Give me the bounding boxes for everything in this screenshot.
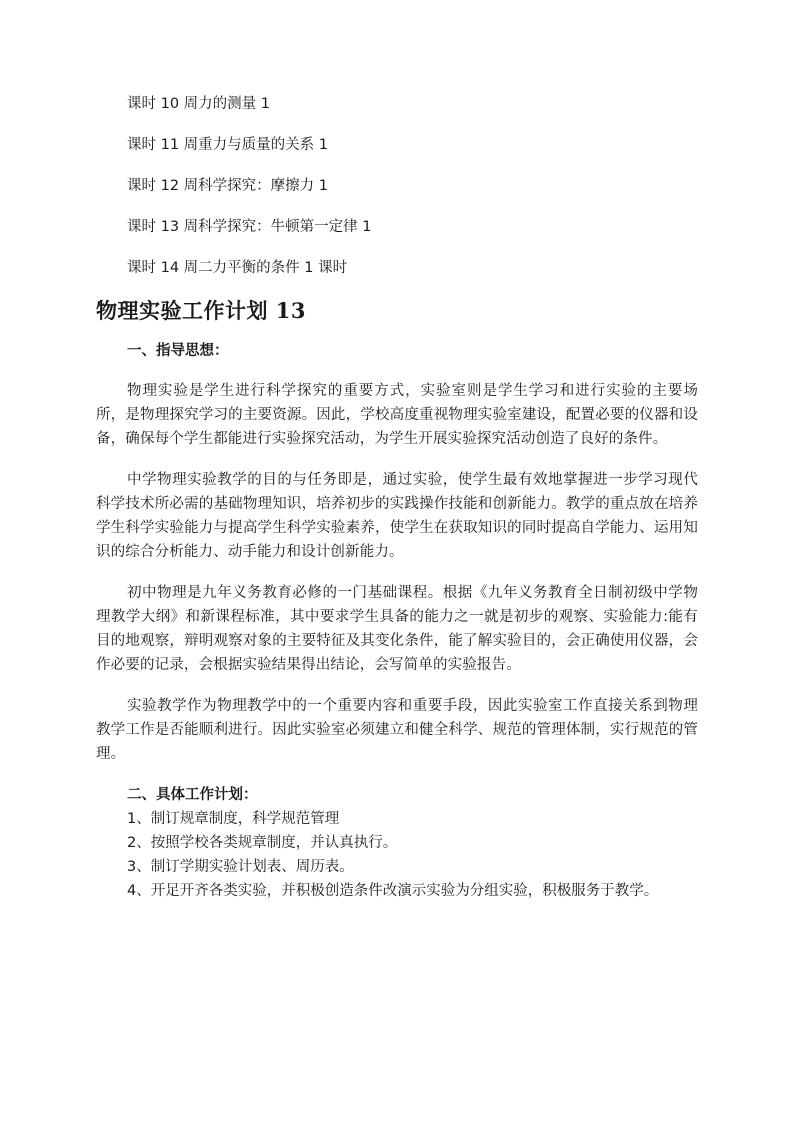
lesson-item: 课时 12 周科学探究：摩擦力 1	[127, 178, 329, 194]
body-paragraph: 初中物理是九年义务教育必修的一门基础课程。根据《九年义务教育全日制初级中学物理教学大纲》和新课程标准，其中要求学生具备的能力之一就是初步的观察、实验能力:能有目的地观察，辩明观察对象的主要特征及其变化条件，能了解实验目的，会正确使用仪器，会作必要的记录，会根据实验结果得出结论，会写简单的实验报告。	[96, 585, 698, 673]
plan-item: 2、按照学校各类规章制度，并认真执行。	[127, 835, 398, 851]
work-plan-heading: 二、具体工作计划：	[127, 787, 258, 803]
lesson-item: 课时 11 周重力与质量的关系 1	[127, 137, 329, 153]
body-paragraph: 物理实验是学生进行科学探究的重要方式，实验室则是学生学习和进行实验的主要场所，是物理探究学习的主要资源。因此，学校高度重视物理实验室建设，配置必要的仪器和设备，确保每个学生都能进行实验探究活动，为学生开展实验探究活动创造了良好的条件。	[96, 383, 698, 447]
document-content	[96, 92, 698, 903]
lesson-item: 课时 10 周力的测量 1	[127, 96, 271, 112]
body-paragraph: 实验教学作为物理教学中的一个重要内容和重要手段，因此实验室工作直接关系到物理教学工作是否能顺利进行。因此实验室必须建立和健全科学、规范的管理体制，实行规范的管理。	[96, 698, 698, 762]
lesson-item: 课时 13 周科学探究：牛顿第一定律 1	[127, 219, 372, 235]
section-title: 物理实验工作计划 13	[96, 298, 307, 323]
plan-item: 1、制订规章制度，科学规范管理	[127, 811, 340, 827]
lesson-schedule-list	[96, 92, 698, 280]
plan-item: 4、开足开齐各类实验，并积极创造条件改演示实验为分组实验，积极服务于教学。	[127, 883, 659, 899]
guiding-thought-heading: 一、指导思想：	[127, 343, 229, 359]
body-paragraph: 中学物理实验教学的目的与任务即是，通过实验，使学生最有效地掌握进一步学习现代科学技术所必需的基础物理知识，培养初步的实践操作技能和创新能力。教学的重点放在培养学生科学实验能力与提高学生科学实验素养，使学生在获取知识的同时提高自学能力、运用知识的综合分析能力、动手能力和设计创新能力。	[96, 472, 698, 560]
lesson-item: 课时 14 周二力平衡的条件 1 课时	[127, 260, 348, 276]
plan-item: 3、制订学期实验计划表、周历表。	[127, 859, 354, 875]
